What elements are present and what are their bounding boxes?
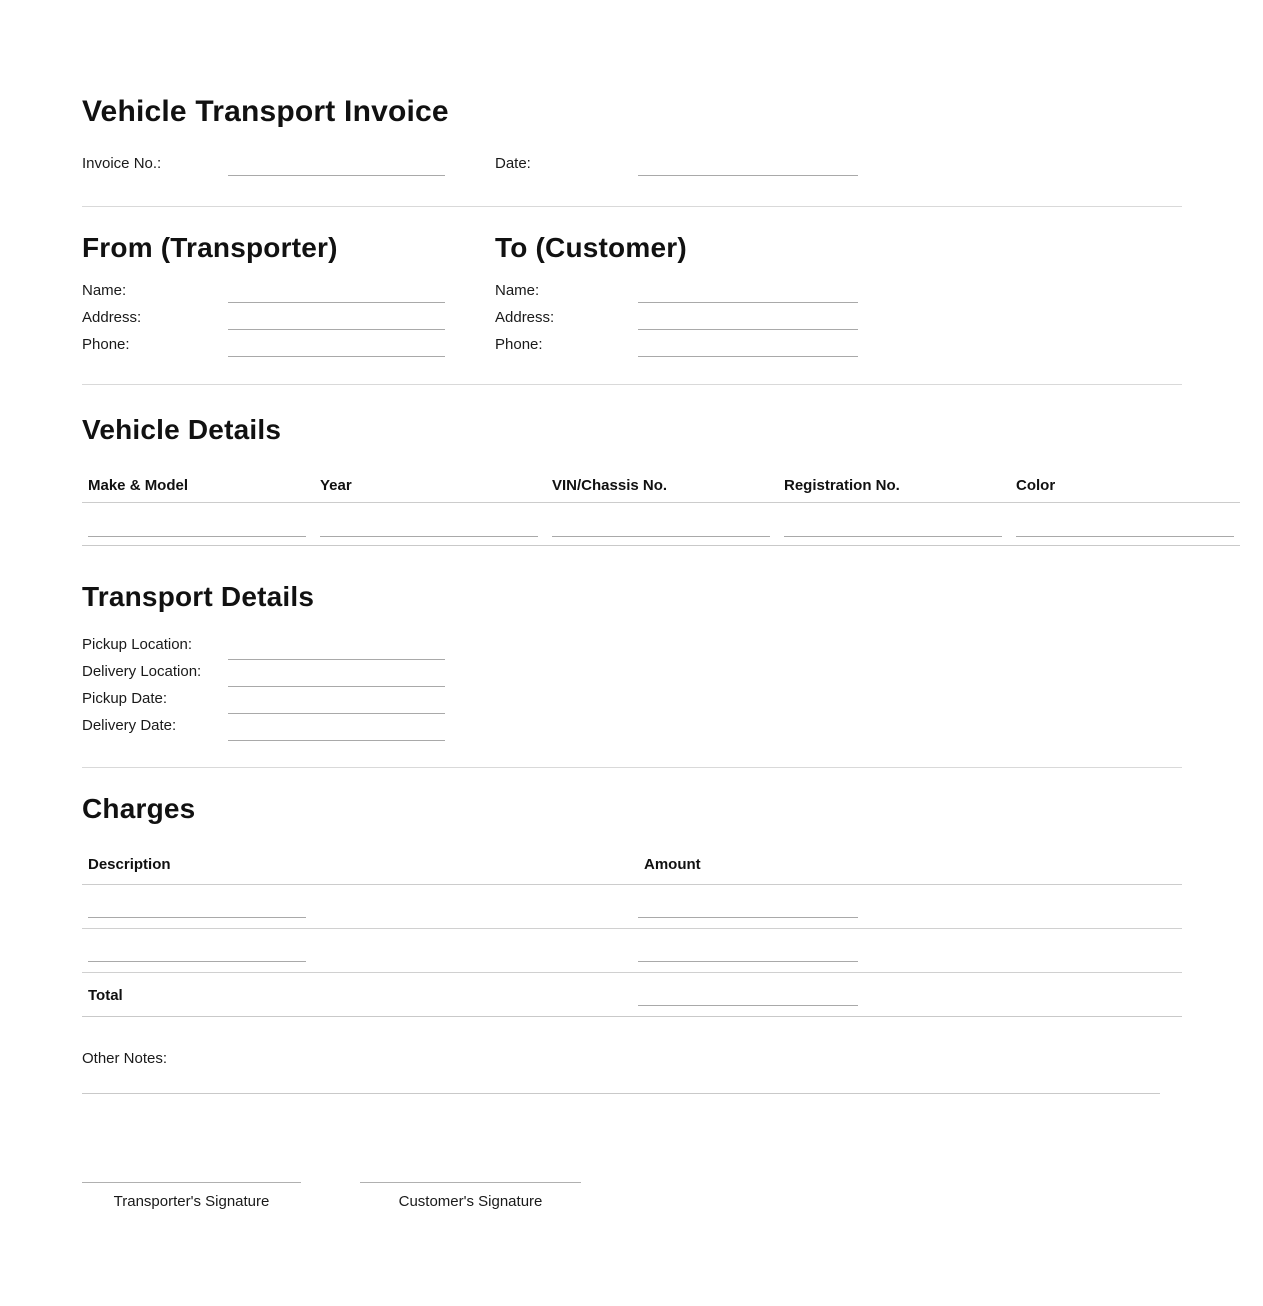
total-amount-input[interactable] xyxy=(638,1005,858,1006)
transport-details-heading: Transport Details xyxy=(82,581,315,612)
fromto-fields xyxy=(82,279,1263,360)
to-address-label: Address: xyxy=(495,309,555,326)
pickup-location-label: Pickup Location: xyxy=(82,636,193,653)
registration-column-header: Registration No. xyxy=(784,477,900,494)
to-address-input[interactable] xyxy=(638,329,858,330)
from-name-input[interactable] xyxy=(228,302,445,303)
fromto-headings xyxy=(82,231,1263,265)
vehicle-table-row xyxy=(82,503,1240,546)
year-input[interactable] xyxy=(320,536,538,537)
date-input[interactable] xyxy=(638,175,858,176)
from-phone-label: Phone: xyxy=(82,336,130,353)
pickup-date-row xyxy=(82,689,1263,716)
from-address-input[interactable] xyxy=(228,329,445,330)
make-model-input[interactable] xyxy=(88,536,306,537)
pickup-location-row xyxy=(82,635,1263,662)
section-divider xyxy=(82,384,1182,385)
charges-total-row xyxy=(82,973,1182,1017)
year-column-header: Year xyxy=(320,477,352,494)
vehicle-table-header xyxy=(82,477,1240,503)
phone-row xyxy=(82,333,1263,360)
transport-details-fields xyxy=(82,635,1263,743)
charge-description-input-1[interactable] xyxy=(88,917,306,918)
to-phone-input[interactable] xyxy=(638,356,858,357)
invoice-no-field-cell xyxy=(228,152,445,179)
to-phone-label: Phone: xyxy=(495,336,543,353)
vin-chassis-column-header: VIN/Chassis No. xyxy=(552,477,668,494)
customer-signature-block xyxy=(360,1182,581,1210)
charge-row-2 xyxy=(82,929,1182,973)
section-divider xyxy=(82,206,1182,207)
charges-table-header xyxy=(82,856,1182,885)
pickup-date-input[interactable] xyxy=(228,713,445,714)
from-phone-input[interactable] xyxy=(228,356,445,357)
section-divider xyxy=(82,767,1182,768)
from-heading: From (Transporter) xyxy=(82,232,338,263)
page-title: Vehicle Transport Invoice xyxy=(82,95,449,128)
name-row xyxy=(82,279,1263,306)
invoice-no-input[interactable] xyxy=(228,175,445,176)
color-column-header: Color xyxy=(1016,477,1056,494)
color-input[interactable] xyxy=(1016,536,1234,537)
invoice-no-label: Invoice No.: xyxy=(82,155,162,172)
vehicle-details-table xyxy=(82,477,1240,546)
delivery-date-label: Delivery Date: xyxy=(82,717,177,734)
registration-input[interactable] xyxy=(784,536,1002,537)
other-notes-input[interactable] xyxy=(82,1093,1160,1094)
total-label: Total xyxy=(88,987,123,1004)
charge-description-input-2[interactable] xyxy=(88,961,306,962)
make-model-column-header: Make & Model xyxy=(88,477,189,494)
delivery-date-row xyxy=(82,716,1263,743)
to-heading: To (Customer) xyxy=(495,232,687,263)
charge-amount-input-1[interactable] xyxy=(638,917,858,918)
vin-chassis-input[interactable] xyxy=(552,536,770,537)
delivery-location-row xyxy=(82,662,1263,689)
pickup-location-input[interactable] xyxy=(228,659,445,660)
charges-heading: Charges xyxy=(82,793,196,824)
date-label: Date: xyxy=(495,155,531,172)
address-row xyxy=(82,306,1263,333)
from-address-label: Address: xyxy=(82,309,142,326)
vehicle-details-heading: Vehicle Details xyxy=(82,414,282,445)
description-column-header: Description xyxy=(88,856,171,873)
charges-table xyxy=(82,856,1182,1017)
pickup-date-label: Pickup Date: xyxy=(82,690,168,707)
transporter-signature-block xyxy=(82,1182,301,1210)
charge-row-1 xyxy=(82,885,1182,929)
date-field-cell xyxy=(638,152,858,179)
delivery-location-label: Delivery Location: xyxy=(82,663,202,680)
transporter-signature-label: Transporter's Signature xyxy=(113,1193,270,1210)
from-name-label: Name: xyxy=(82,282,127,299)
customer-signature-label: Customer's Signature xyxy=(398,1193,543,1210)
invoice-meta-row xyxy=(82,152,1263,179)
to-name-label: Name: xyxy=(495,282,540,299)
to-name-input[interactable] xyxy=(638,302,858,303)
other-notes-label: Other Notes: xyxy=(82,1050,168,1067)
delivery-date-input[interactable] xyxy=(228,740,445,741)
delivery-location-input[interactable] xyxy=(228,686,445,687)
signatures-section xyxy=(82,1182,1263,1210)
charge-amount-input-2[interactable] xyxy=(638,961,858,962)
amount-column-header: Amount xyxy=(644,856,701,873)
